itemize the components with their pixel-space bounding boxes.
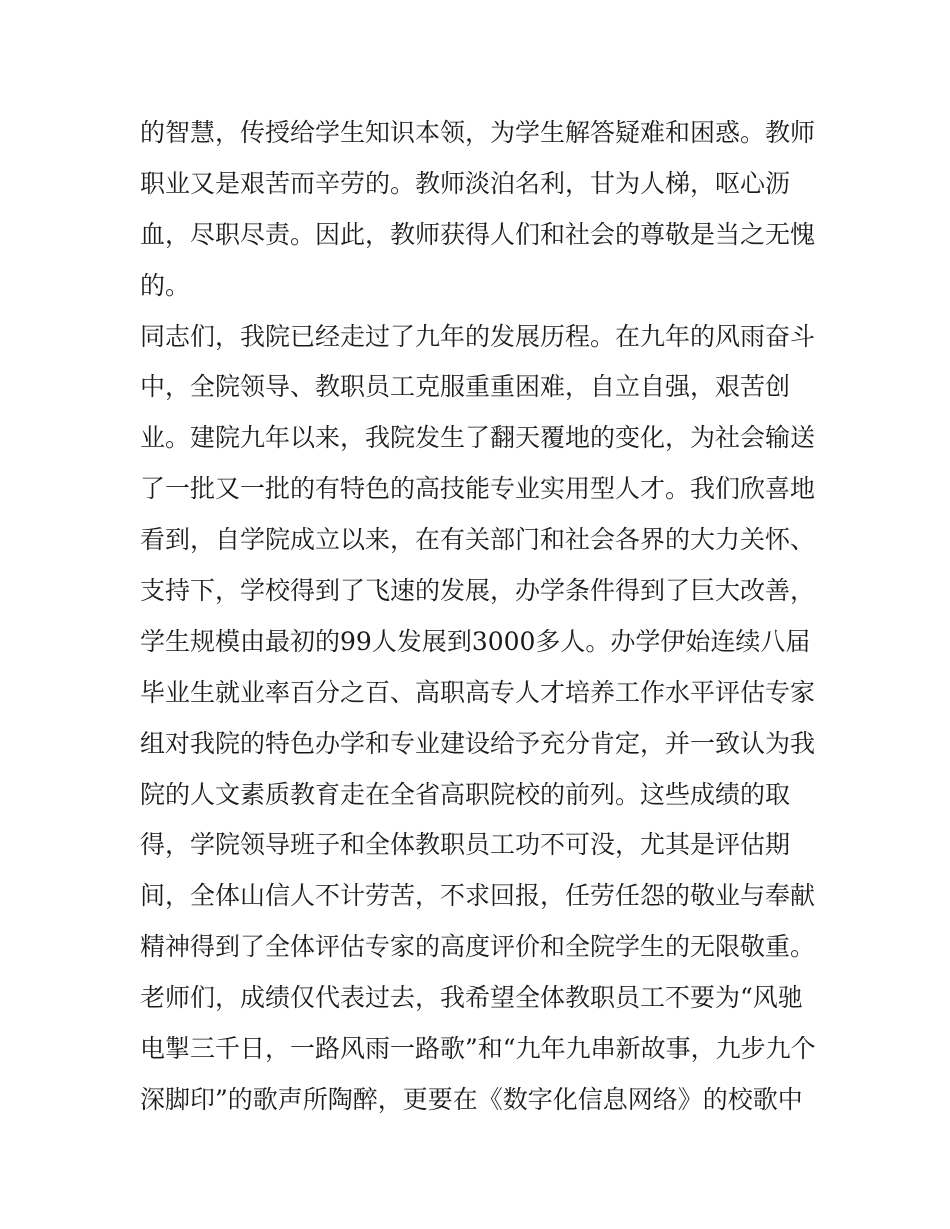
text-line: 院的人文素质教育走在全省高职院校的前列。这些成绩的取	[140, 779, 791, 809]
text-line: 支持下，学校得到了飞速的发展，办学条件得到了巨大改善，	[140, 576, 816, 606]
text-line: 看到，自学院成立以来，在有关部门和社会各界的大力关怀、	[140, 525, 816, 555]
text-line: 的。	[140, 270, 191, 300]
text-line: 业。建院九年以来，我院发生了翻天覆地的变化，为社会输送	[140, 423, 816, 453]
text-line: 了一批又一批的有特色的高技能专业实用型人才。我们欣喜地	[140, 474, 816, 504]
text-line: 毕业生就业率百分之百、高职高专人才培养工作水平评估专家	[140, 677, 816, 707]
text-line: 间，全体山信人不计劳苦，不求回报，任劳任怨的敬业与奉献	[140, 881, 816, 911]
text-line: 职业又是艰苦而辛劳的。教师淡泊名利，甘为人梯，呕心沥	[140, 168, 791, 198]
text-line: 精神得到了全体评估专家的高度评价和全院学生的无限敬重。	[140, 932, 816, 962]
text-line: 的智慧，传授给学生知识本领，为学生解答疑难和困惑。教师	[140, 118, 816, 147]
text-line: 得，学院领导班子和全体教职员工功不可没，尤其是评估期	[140, 830, 791, 860]
text-line: 深脚印”的歌声所陶醉，更要在《数字化信息网络》的校歌中	[140, 1084, 803, 1114]
body-text	[140, 108, 830, 1126]
text-line: 电掣三千日，一路风雨一路歌”和“九年九串新故事，九步九个	[140, 1034, 816, 1064]
text-line: 学生规模由最初的99人发展到3000多人。办学伊始连续八届	[140, 626, 811, 656]
text-line: 血，尽职尽责。因此，教师获得人们和社会的尊敬是当之无愧	[140, 219, 816, 249]
text-line: 老师们，成绩仅代表过去，我希望全体教职员工不要为“风驰	[140, 983, 803, 1013]
text-line: 中，全院领导、教职员工克服重重困难，自立自强，艰苦创	[140, 372, 791, 402]
text-line: 同志们，我院已经走过了九年的发展历程。在九年的风雨奋斗	[140, 321, 816, 351]
text-line: 组对我院的特色办学和专业建设给予充分肯定，并一致认为我	[140, 728, 816, 758]
